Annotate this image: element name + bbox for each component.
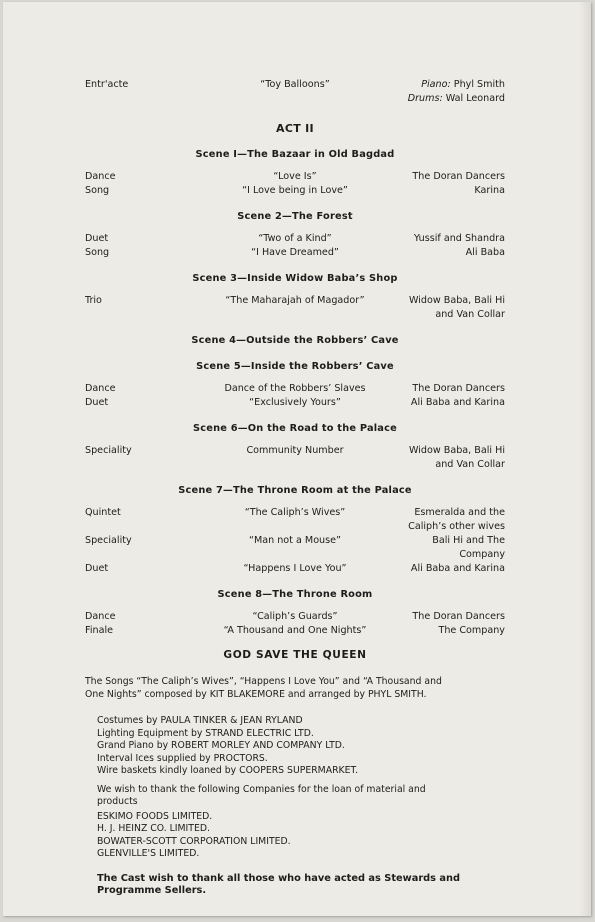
- scene-heading: Scene 5—Inside the Robbers’ Cave: [196, 361, 394, 372]
- item-type: Duet: [85, 563, 109, 574]
- performer-line: Ali Baba and Karina: [410, 397, 505, 408]
- company-line: ESKIMO FOODS LIMITED.: [97, 810, 213, 822]
- company-line: BOWATER-SCOTT CORPORATION LIMITED.: [97, 835, 291, 847]
- songs-note-line: The Songs “The Caliph’s Wives”, “Happens I Love You” and “A Thousand and: [85, 676, 442, 687]
- programme-item: [85, 184, 505, 198]
- item-type: Speciality: [85, 535, 132, 546]
- performer-line: The Doran Dancers: [412, 611, 505, 622]
- performer-line: Ali Baba: [465, 247, 505, 258]
- programme-item: [85, 232, 505, 246]
- scene-heading: Scene I—The Bazaar in Old Bagdad: [195, 149, 395, 160]
- item-title: “Exclusively Yours”: [249, 397, 341, 408]
- programme-item: [85, 294, 505, 322]
- item-type: Finale: [85, 625, 114, 636]
- cast-thanks-line: Programme Sellers.: [97, 885, 207, 896]
- programme-page: [3, 2, 591, 916]
- credits-block: [85, 715, 505, 861]
- item-type: Dance: [85, 383, 116, 394]
- item-title: “I Love being in Love”: [242, 185, 348, 196]
- item-title: “Love Is”: [273, 171, 317, 182]
- cast-thanks: [85, 873, 505, 898]
- programme-item: [85, 246, 505, 260]
- anthem-heading: GOD SAVE THE QUEEN: [223, 649, 367, 661]
- scene-heading: Scene 7—The Throne Room at the Palace: [178, 485, 412, 496]
- thanks-line: We wish to thank the following Companies for the loan of material and: [97, 783, 426, 795]
- act-heading: ACT II: [276, 122, 314, 135]
- scene-heading: Scene 3—Inside Widow Baba’s Shop: [192, 273, 398, 284]
- credit-line: Grand Piano by ROBERT MORLEY AND COMPANY LTD.: [97, 740, 345, 751]
- company-list: [97, 811, 505, 861]
- performer-line: The Doran Dancers: [412, 171, 505, 182]
- performer-line: and Van Collar: [435, 309, 505, 320]
- songs-note-line: One Nights” composed by KIT BLAKEMORE and arranged by PHYL SMITH.: [85, 688, 427, 700]
- programme-item: [85, 534, 505, 562]
- piano-name: Phyl Smith: [453, 79, 505, 90]
- item-type: Dance: [85, 171, 116, 182]
- performer-line: Widow Baba, Bali Hi: [408, 445, 505, 456]
- item-type: Speciality: [85, 445, 132, 456]
- item-type: Song: [85, 247, 110, 258]
- programme-item: [85, 562, 505, 576]
- item-type: Duet: [85, 397, 109, 408]
- credit-line: Interval Ices supplied by PROCTORS.: [97, 752, 268, 764]
- programme-item: [85, 624, 505, 638]
- credit-list: [97, 715, 505, 778]
- performer-line: Bali Hi and The Company: [432, 535, 505, 560]
- item-title: “Caliph’s Guards”: [252, 611, 338, 622]
- songs-note: [85, 676, 505, 701]
- item-title: “Two of a Kind”: [258, 233, 332, 244]
- item-title: “I Have Dreamed”: [251, 247, 339, 258]
- programme-content: [85, 78, 505, 898]
- item-type: Entr'acte: [85, 79, 129, 90]
- item-title: “A Thousand and One Nights”: [223, 625, 367, 636]
- item-title: “The Maharajah of Magador”: [225, 295, 365, 306]
- thanks-line: products: [97, 796, 138, 807]
- performer-line: Widow Baba, Bali Hi: [408, 295, 505, 306]
- scene-heading: Scene 6—On the Road to the Palace: [193, 423, 397, 434]
- item-type: Song: [85, 185, 110, 196]
- programme-item: [85, 396, 505, 410]
- performer-line: Yussif and Shandra: [413, 233, 505, 244]
- credit-line: Costumes by PAULA TINKER & JEAN RYLAND: [97, 715, 303, 726]
- scene-list: [85, 148, 505, 638]
- thanks-note: [97, 784, 505, 809]
- item-type: Duet: [85, 233, 109, 244]
- scene-heading: Scene 8—The Throne Room: [217, 589, 373, 600]
- item-title: Dance of the Robbers’ Slaves: [224, 383, 366, 394]
- item-type: Quintet: [85, 507, 121, 518]
- company-line: H. J. HEINZ CO. LIMITED.: [97, 823, 210, 834]
- item-title: “Happens I Love You”: [243, 563, 347, 574]
- performer-line: Ali Baba and Karina: [410, 563, 505, 574]
- programme-item: [85, 610, 505, 624]
- page-edge: [579, 2, 591, 916]
- credit-line: Lighting Equipment by STRAND ELECTRIC LTD.: [97, 727, 314, 739]
- performer-line: Karina: [474, 185, 505, 196]
- company-line: GLENVILLE'S LIMITED.: [97, 848, 200, 859]
- performer-line: and Van Collar: [435, 459, 505, 470]
- programme-item: [85, 506, 505, 534]
- programme-item: [85, 444, 505, 472]
- performer-line: Caliph’s other wives: [408, 521, 505, 532]
- item-title: “The Caliph’s Wives”: [244, 507, 346, 518]
- performer-line: Esmeralda and the: [414, 507, 505, 518]
- drums-label: Drums:: [407, 93, 443, 104]
- scene-heading: Scene 2—The Forest: [237, 211, 353, 222]
- performer-line: The Doran Dancers: [412, 383, 505, 394]
- programme-item: [85, 170, 505, 184]
- item-title: “Man not a Mouse”: [248, 535, 342, 546]
- cast-thanks-line: The Cast wish to thank all those who have acted as Stewards and: [97, 872, 461, 884]
- item-title: Community Number: [246, 445, 344, 456]
- item-type: Dance: [85, 611, 116, 622]
- performer-line: The Company: [438, 625, 505, 636]
- entracte-row: [85, 78, 505, 106]
- drums-name: Wal Leonard: [445, 93, 505, 104]
- credit-line: Wire baskets kindly loaned by COOPERS SUPERMARKET.: [97, 765, 359, 776]
- item-type: Trio: [85, 295, 102, 306]
- piano-label: Piano:: [421, 79, 451, 90]
- programme-item: [85, 382, 505, 396]
- item-title: “Toy Balloons”: [260, 79, 330, 90]
- scene-heading: Scene 4—Outside the Robbers’ Cave: [191, 335, 399, 346]
